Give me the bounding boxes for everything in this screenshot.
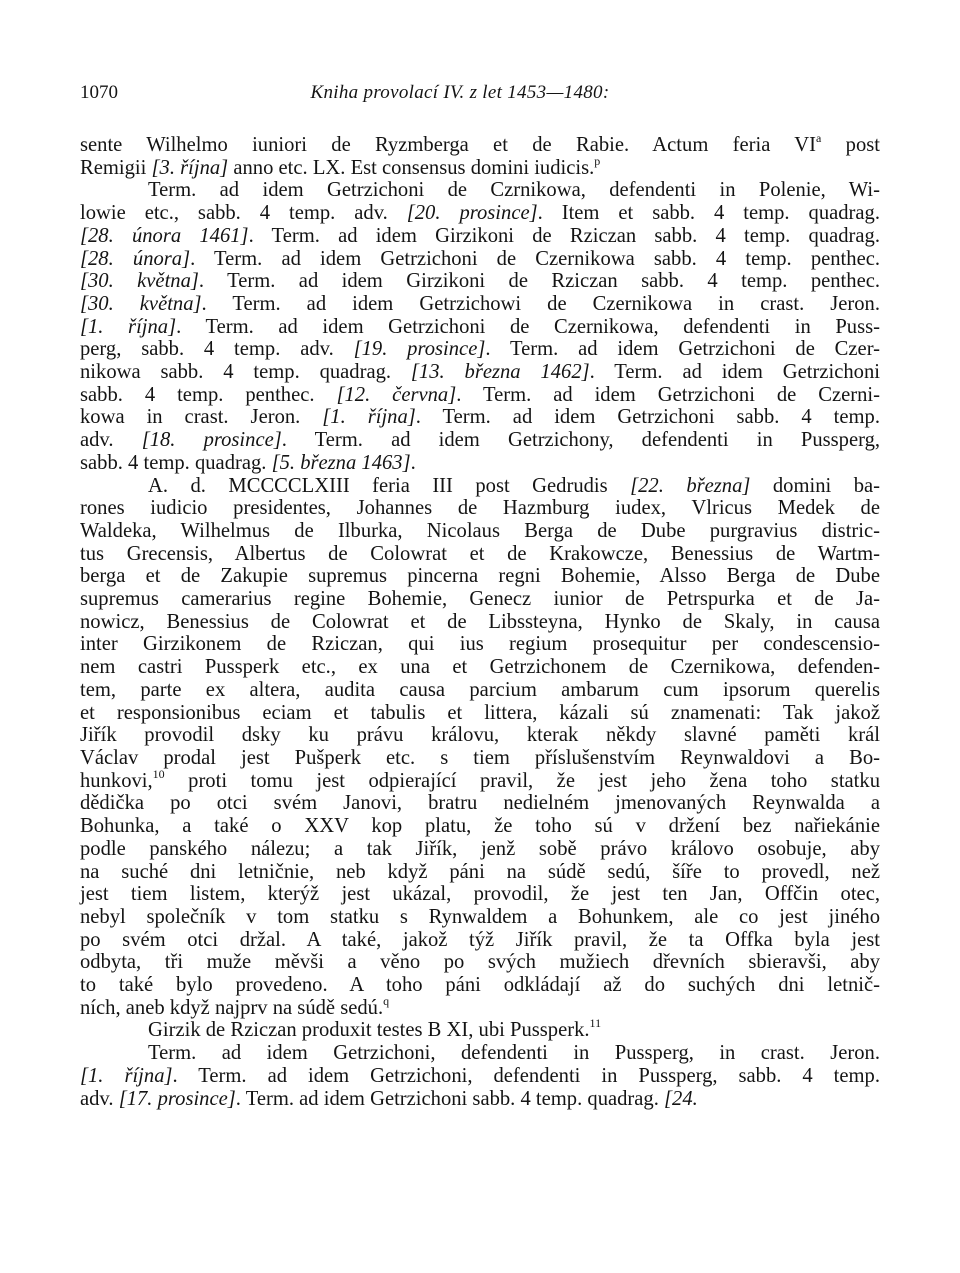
text-line	[80, 702, 880, 725]
paragraph	[80, 1042, 880, 1110]
text-run: post	[821, 134, 880, 156]
text-run: . Term. ad idem Getrzichoni sabb. 4 temp. quadrag.	[235, 1087, 665, 1110]
text-run: podle panského nálezu; a tak Jiřík, jenž sobě právo královo osobuje, aby	[80, 837, 880, 860]
paragraph	[80, 1016, 880, 1042]
text-line	[80, 815, 880, 838]
text-run: tem, parte ex altera, audita causa parcium ambarum cum ipsorum querelis	[80, 678, 880, 701]
date-annotation: [12. června]	[336, 383, 457, 406]
text-run: . Term. ad idem Getrzichoni de Czer-	[485, 338, 880, 361]
text-run: nowicz, Benessius de Colowrat et de Libssteyna, Hynko de Skaly, in causa	[80, 610, 880, 633]
text-line	[80, 766, 880, 793]
text-run: kowa in crast. Jeron.	[80, 406, 323, 429]
text-line	[80, 792, 880, 815]
footnote-marker: p	[594, 153, 601, 168]
text-line	[80, 131, 880, 157]
text-run: sabb. 4 temp. penthec.	[80, 383, 337, 406]
text-run: Remigii	[80, 156, 152, 179]
text-line	[80, 993, 880, 1020]
text-run: adv.	[80, 1087, 119, 1110]
text-line	[80, 1088, 880, 1111]
text-run: Waldeka, Wilhelmus de Ilburka, Nicolaus Berga de Dube purgravius distric-	[80, 519, 880, 542]
text-run: jest tiem listem, kterýž jest ukázal, provodil, že jest ten Jan, Offčin otec,	[80, 883, 880, 906]
text-line	[80, 611, 880, 634]
text-line	[80, 293, 880, 316]
text-line	[80, 338, 880, 361]
text-line	[80, 883, 880, 906]
text-line	[80, 225, 880, 248]
text-line	[80, 974, 880, 997]
text-line	[80, 248, 880, 271]
text-line	[80, 543, 880, 566]
date-annotation: [1. října]	[80, 1064, 173, 1087]
text-run: A. d. MCCCCLXIII feria III post Gedrudis	[148, 474, 631, 497]
text-line	[80, 838, 880, 861]
text-run: Term. ad idem Getrzichoni, defendenti in Pussperg, in crast. Jeron.	[148, 1042, 880, 1065]
text-line	[148, 1042, 880, 1065]
text-run: sente Wilhelmo iuniori de Ryzmberga et de Rabie. Actum feria VI	[80, 134, 817, 156]
text-run: . Term. ad idem Getrzichoni de Czernikowa, defendenti in Puss-	[176, 315, 880, 338]
text-line	[148, 1016, 880, 1042]
text-line	[80, 452, 880, 475]
text-run: supremus camerarius regine Bohemie, Genecz iunior de Petrspurka et de Ja-	[80, 588, 880, 611]
body-text	[80, 131, 881, 1110]
date-annotation: [5. března 1463]	[271, 451, 411, 474]
text-run: sabb. 4 temp. quadrag.	[80, 451, 272, 474]
text-run: hunkovi,	[80, 769, 153, 792]
text-line	[148, 475, 880, 498]
text-run: ních, aneb když najprv na súdě sedú.	[80, 996, 384, 1019]
text-line	[80, 906, 880, 929]
text-line	[80, 384, 880, 407]
footnote-marker: a	[816, 131, 822, 145]
date-annotation: [17. prosince]	[118, 1087, 236, 1110]
text-run: et responsionibus eciam et tabulis et littera, kázali sú znamenati: Tak jakož	[80, 701, 880, 724]
text-run: Bohunka, a také o XXV kop platu, že toho sú v držení bez nařiekánie	[80, 815, 880, 838]
text-run: odbyta, tři muže měvši a věno po svých mužiech dřevních sbieravši, aby	[80, 951, 880, 974]
text-run: Václav prodal jest Pušperk etc. s tiem příslušenstvím Reynwaldovi a Bo-	[80, 746, 880, 769]
date-annotation: [24.	[664, 1087, 698, 1110]
text-run: dědička po otci svém Janovi, bratru nedielném jmenovaných Reynwalda a	[80, 792, 880, 815]
page-header	[80, 82, 880, 114]
text-run: . Term. ad idem Getrzichoni de Czerni-	[456, 383, 880, 406]
text-line	[80, 153, 880, 180]
text-run: nebyl společník v tom statku s Rynwaldem a Bohunkem, ale co jest jiného	[80, 905, 880, 928]
text-run: . Term. ad idem Getrzichoni de Czernikowa sabb. 4 temp. penthec.	[190, 247, 880, 270]
footnote-marker: 10	[152, 766, 165, 781]
text-line	[80, 270, 880, 293]
text-line	[80, 429, 880, 452]
date-annotation: [28. února 1461]	[80, 224, 249, 247]
text-run: to také bylo provedeno. A toho páni odkládají až do suchých dni letnič-	[80, 974, 880, 997]
date-annotation: [1. října]	[322, 406, 416, 429]
text-run: adv.	[80, 429, 142, 452]
text-line	[80, 202, 880, 225]
text-line	[80, 929, 880, 952]
text-run: nikowa sabb. 4 temp. quadrag.	[80, 361, 411, 384]
date-annotation: [28. února]	[80, 247, 191, 270]
text-line	[80, 747, 880, 770]
paragraph	[80, 179, 880, 474]
text-line	[80, 679, 880, 702]
text-run: nem castri Pussperk etc., ex una et Getrzichonem de Czernikowa, defenden-	[80, 656, 880, 679]
text-run: .	[410, 451, 416, 474]
text-run: Term. ad idem Getrzichoni de Czrnikowa, defendenti in Polenie, Wi-	[148, 179, 880, 202]
text-line	[80, 633, 880, 656]
date-annotation: [30. května]	[80, 292, 202, 315]
text-line	[80, 656, 880, 679]
text-run: . Term. ad idem Getrzichoni	[589, 361, 880, 384]
footnote-marker: q	[383, 993, 390, 1008]
date-annotation: [1. října]	[80, 315, 177, 338]
text-run: . Term. ad idem Getrzichony, defendenti in Pussperg,	[281, 429, 881, 452]
date-annotation: [20. prosince]	[406, 202, 538, 225]
date-annotation: [13. března 1462]	[410, 361, 590, 384]
text-run: . Item et sabb. 4 temp. quadrag.	[537, 202, 880, 225]
paragraph	[80, 475, 880, 1020]
text-run: . Term. ad idem Getrzichowi de Czernikowa in crast. Jeron.	[201, 292, 880, 315]
text-run: . Term. ad idem Getrzichoni, defendenti in Pussperg, sabb. 4 temp.	[172, 1064, 880, 1087]
text-run: . Term. ad idem Girzikoni de Rziczan sabb. 4 temp. quadrag.	[248, 224, 880, 247]
date-annotation: [22. března]	[630, 474, 751, 497]
text-run: berga et de Zakupie supremus pincerna regni Bohemie, Alsso Berga de Dube	[80, 565, 880, 588]
date-annotation: [3. října]	[151, 156, 229, 179]
page-number: 1070	[80, 82, 118, 103]
text-run: . Term. ad idem Getrzichoni sabb. 4 temp.	[415, 406, 880, 429]
text-line	[80, 861, 880, 884]
text-run: proti tomu jest odpierající pravil, že jest jeho žena toho statku	[164, 769, 880, 792]
running-title: Kniha provolací IV. z let 1453—1480:	[310, 82, 610, 103]
text-run: rones iudicio presidentes, Johannes de Hazmburg iudex, Vlricus Medek de	[80, 497, 880, 520]
text-line	[148, 179, 880, 202]
text-line	[80, 520, 880, 543]
paragraph	[80, 131, 880, 179]
text-run: perg, sabb. 4 temp. adv.	[80, 338, 354, 361]
text-run: tus Grecensis, Albertus de Colowrat et de Krakowcze, Benessius de Wartm-	[80, 542, 880, 565]
text-run: . Term. ad idem Girzikoni de Rziczan sabb. 4 temp. penthec.	[198, 270, 880, 293]
text-line	[80, 565, 880, 588]
text-run: inter Girzikonem de Rziczan, qui ius regium prosequitur per condescensio-	[80, 633, 880, 656]
date-annotation: [30. května]	[80, 270, 199, 293]
footnote-marker: 11	[589, 1016, 602, 1031]
text-run: lowie etc., sabb. 4 temp. adv.	[80, 202, 407, 225]
text-run: Girzik de Rziczan produxit testes B XI, ubi Pussperk.	[148, 1019, 590, 1042]
text-line	[80, 316, 880, 339]
date-annotation: [18. prosince]	[141, 429, 282, 452]
text-line	[80, 724, 880, 747]
text-line	[80, 1065, 880, 1088]
date-annotation: [19. prosince]	[353, 338, 486, 361]
text-run: anno etc. LX. Est consensus domini iudicis.	[228, 156, 595, 179]
text-run: po svém otci držal. A také, jakož týž Jiřík pravil, že ta Offka byla jest	[80, 928, 880, 951]
text-line	[80, 588, 880, 611]
text-run: na suché dni letničnie, neb když páni na súdě sedú, šíře to provedl, než	[80, 860, 880, 883]
text-line	[80, 406, 880, 429]
text-run: Jiřík provodil dsky ku právu královu, kterak někdy slavné paměti král	[80, 724, 880, 747]
text-line	[80, 361, 880, 384]
text-run: domini ba-	[750, 474, 880, 497]
text-line	[80, 497, 880, 520]
text-line	[80, 951, 880, 974]
